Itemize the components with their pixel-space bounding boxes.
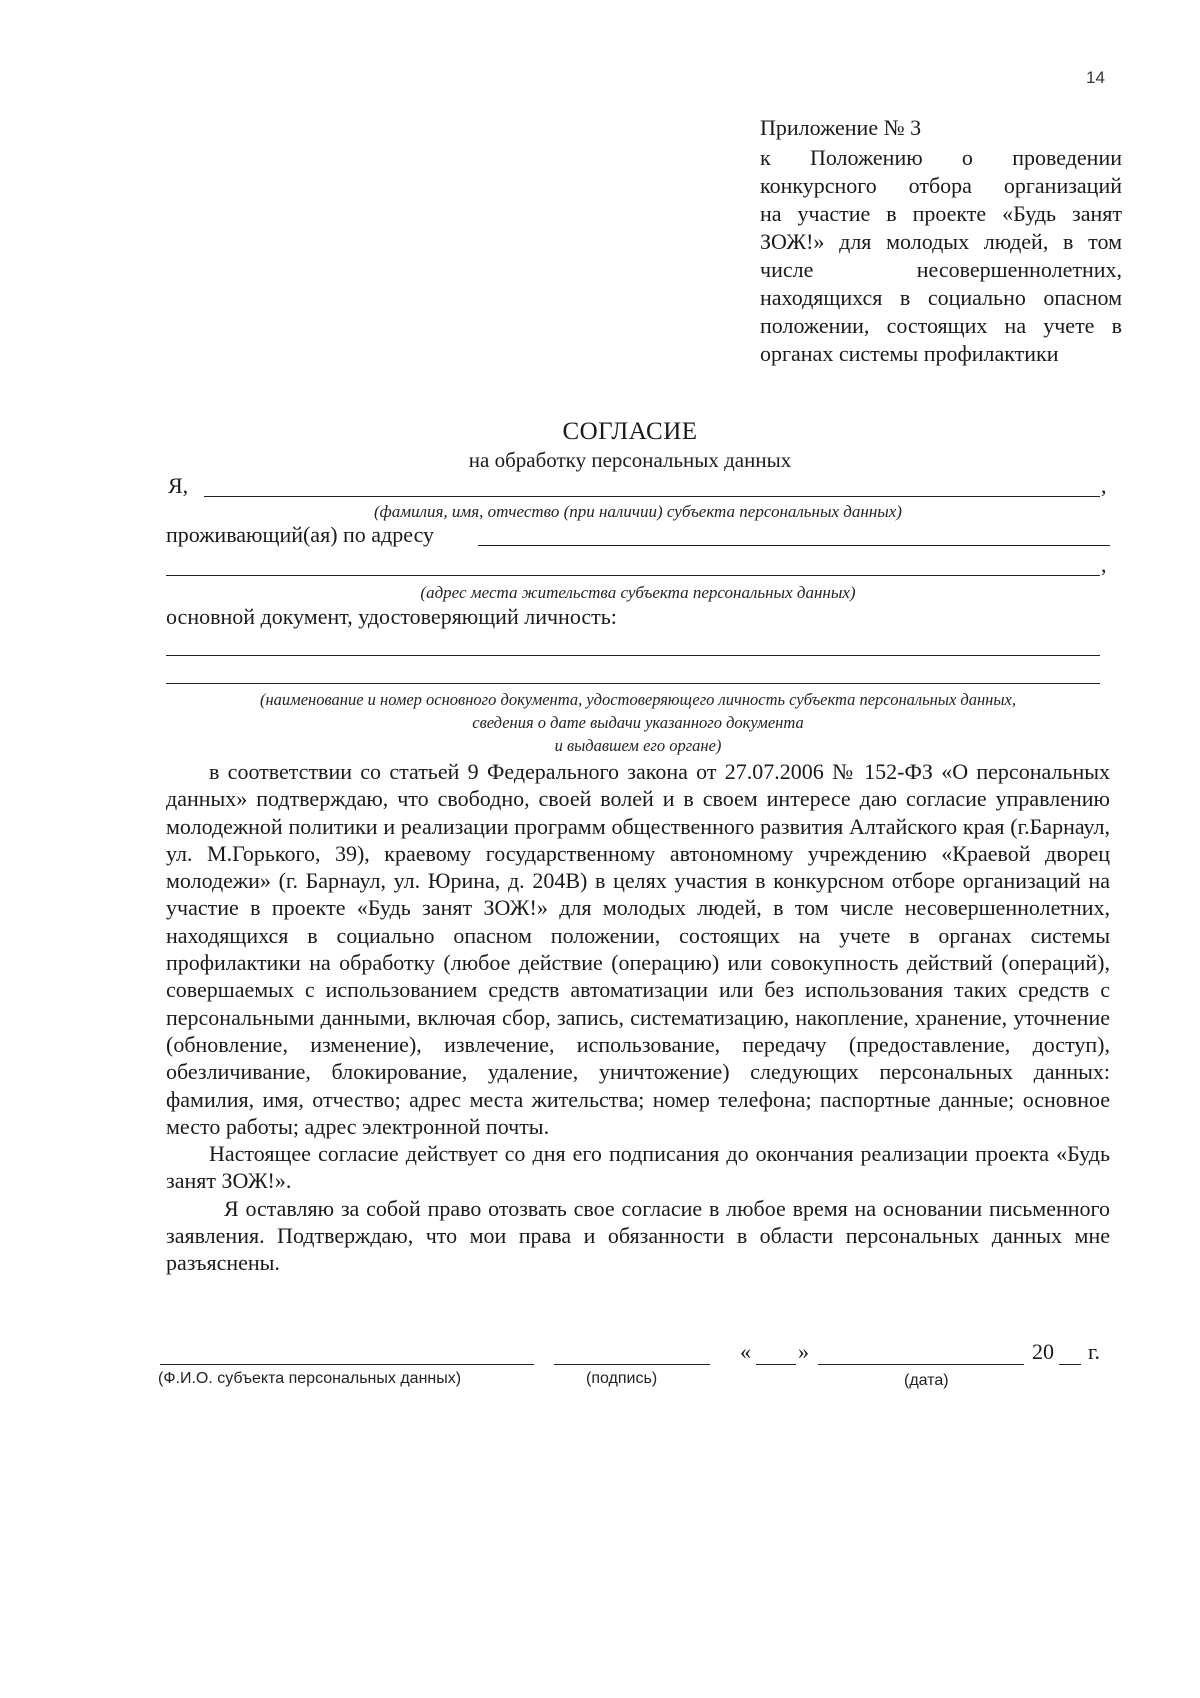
address-input-line[interactable]	[478, 545, 1110, 546]
document-input-line-2[interactable]	[166, 683, 1100, 684]
name-comma: ,	[1101, 473, 1107, 498]
date-caption: (дата)	[904, 1372, 949, 1389]
appendix-reference	[760, 144, 1122, 368]
appendix-line: на участие в проекте «Будь занят	[760, 201, 1122, 226]
document-input-line[interactable]	[166, 655, 1100, 656]
signature-input-line[interactable]	[554, 1364, 710, 1365]
document-caption-line: сведения о дате выдачи указанного документа	[472, 713, 804, 732]
document-caption-line: и выдавшем его органе)	[554, 736, 722, 755]
year-input-line[interactable]	[1059, 1364, 1081, 1365]
appendix-line: положении, состоящих на учете в	[760, 313, 1122, 338]
appendix-header	[760, 114, 1122, 368]
appendix-line: ЗОЖ!» для молодых людей, в том	[760, 229, 1122, 254]
page-number: 14	[1086, 68, 1105, 87]
fio-caption: (Ф.И.О. субъекта персональных данных)	[158, 1370, 462, 1387]
consent-title: СОГЛАСИЕ	[562, 418, 698, 445]
document-caption-line: (наименование и номер основного документа, удостоверяющего личность субъекта персональных данных,	[259, 690, 1016, 709]
appendix-title: Приложение № 3	[760, 115, 922, 140]
address-caption: (адрес места жительства субъекта персональных данных)	[420, 583, 856, 602]
appendix-line: находящихся в социально опасном	[760, 285, 1122, 310]
date-quote-open: «	[740, 1339, 751, 1364]
day-input-line[interactable]	[756, 1364, 796, 1365]
consent-body	[166, 758, 1110, 1277]
date-quote-close: »	[798, 1339, 809, 1364]
i-label: Я,	[168, 473, 189, 498]
appendix-line: числе несовершеннолетних,	[760, 257, 1122, 282]
address-input-line-2[interactable]	[166, 575, 1100, 576]
year-suffix: г.	[1088, 1339, 1101, 1364]
consent-paragraph-revocation: Я оставляю за собой право отозвать свое согласие в любое время на основании письменного заявления. Подтверждаю, что мои права и обязанности в области персональных данных мне разъяснены.	[166, 1195, 1110, 1276]
signature-caption: (подпись)	[586, 1370, 658, 1387]
name-caption: (фамилия, имя, отчество (при наличии) субъекта персональных данных)	[374, 502, 902, 521]
fio-input-line[interactable]	[160, 1364, 534, 1365]
document-caption	[166, 688, 1110, 757]
consent-subtitle: на обработку персональных данных	[468, 448, 792, 472]
address-comma: ,	[1101, 552, 1107, 577]
appendix-line: органах системы профилактики	[760, 341, 1059, 366]
name-input-line[interactable]	[204, 496, 1100, 497]
document-label: основной документ, удостоверяющий личность:	[166, 604, 617, 629]
month-input-line[interactable]	[818, 1364, 1024, 1365]
consent-paragraph-validity: Настоящее согласие действует со дня его подписания до окончания реализации проекта «Будь занят ЗОЖ!».	[166, 1141, 1110, 1194]
appendix-line: конкурсного отбора организаций	[760, 173, 1122, 198]
consent-paragraph-main: в соответствии со статьей 9 Федерального закона от 27.07.2006 № 152-ФЗ «О персональных данных» подтверждаю, что свободно, своей волей и в своем интересе даю согласие управлению молодежной политики и реализации программ общественного развития Алтайского края (г.Барнаул, ул. М.Горького, 39), краевому государственному автономному учреждению «Краевой дворец молодежи» (г. Барнаул, ул. Юрина, д. 204В) в целях участия в конкурсном отборе организаций на участие в проекте «Будь занят ЗОЖ!» для молодых людей, в том числе несовершеннолетних, находящихся в социально опасном положении, состоящих на учете в органах системы профилактики на обработку (любое действие (операцию) или совокупность действий (операций), совершаемых с использованием средств автоматизации или без использования таких средств с персональными данными, включая сбор, запись, систематизацию, накопление, хранение, уточнение (обновление, изменение), извлечение, использование, передачу (предоставление, доступ), обезличивание, блокирование, удаление, уничтожение) следующих персональных данных: фамилия, имя, отчество; адрес места жительства; номер телефона; паспортные данные; основное место работы; адрес электронной почты.	[166, 759, 1110, 1139]
appendix-line: к Положению о проведении	[760, 145, 1122, 170]
year-prefix: 20	[1032, 1339, 1054, 1364]
address-label: проживающий(ая) по адресу	[166, 522, 435, 547]
